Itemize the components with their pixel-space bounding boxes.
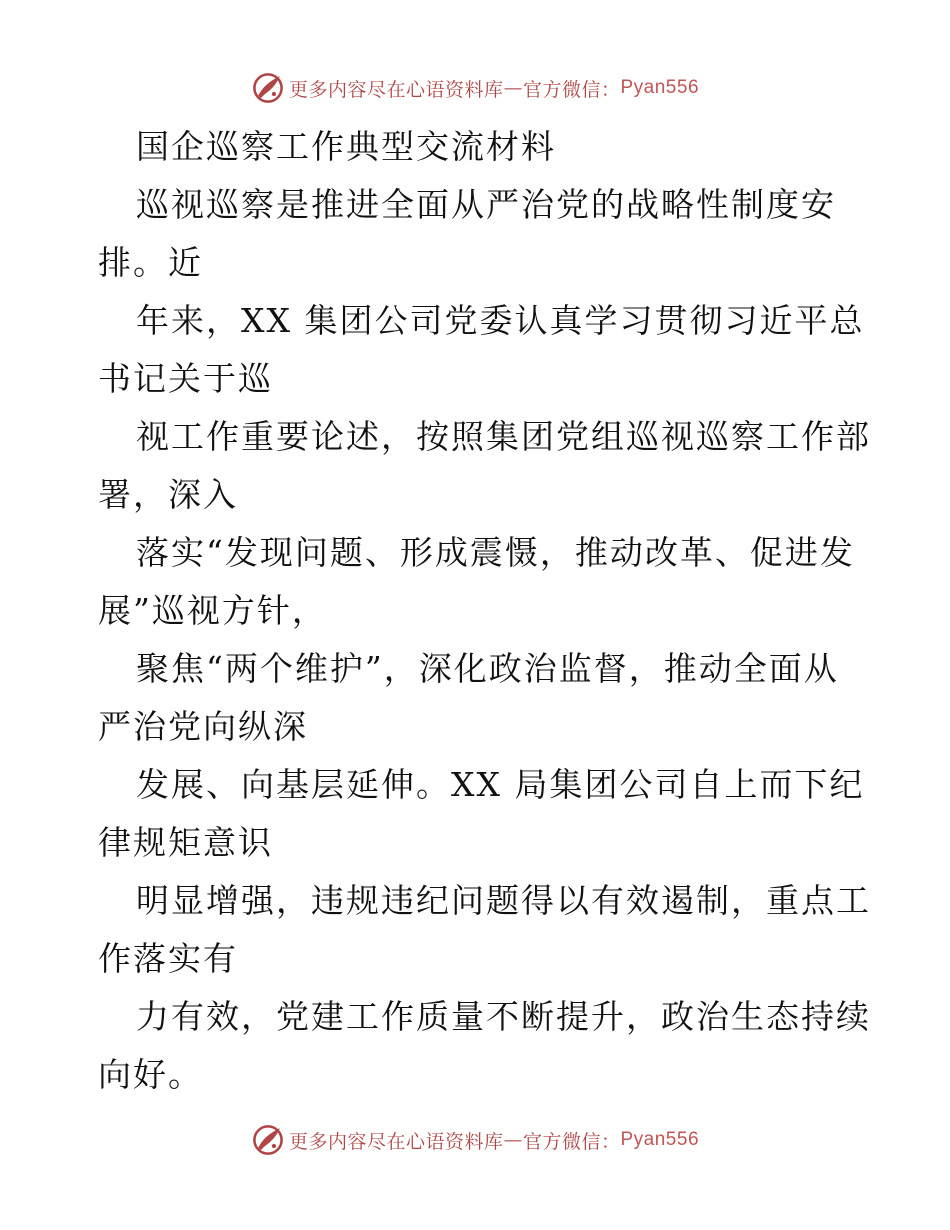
- watermark-contact-id: Pyan556: [620, 77, 700, 98]
- document-title: 国企巡察工作典型交流材料: [136, 127, 556, 166]
- paragraph-line: 展”巡视方针，: [98, 591, 327, 630]
- paragraph-line: 聚焦“两个维护”，深化政治监督，推动全面从: [136, 649, 839, 688]
- watermark-contact-id: Pyan556: [620, 1129, 700, 1150]
- paragraph-line: 向好。: [98, 1055, 203, 1094]
- paragraph-line: 落实“发现问题、形成震慑，推动改革、促进发: [136, 533, 855, 572]
- watermark-main-text: 更多内容尽在心语资料库: [288, 1130, 504, 1153]
- watermark-separator: —: [503, 1129, 523, 1151]
- paragraph-line: 严治党向纵深: [98, 707, 308, 746]
- paragraph-line: 年来，XX 集团公司党委认真学习贯彻习近平总: [136, 301, 865, 340]
- watermark-separator: —: [503, 77, 523, 99]
- footer-watermark: [0, 1120, 950, 1160]
- paragraph-line: 排。近: [98, 243, 203, 282]
- quill-pen-logo-icon: [251, 71, 285, 105]
- quill-pen-logo-icon: [251, 1123, 285, 1157]
- paragraph-line: 发展、向基层延伸。XX 局集团公司自上而下纪: [136, 765, 865, 804]
- document-body: [98, 118, 871, 1104]
- header-watermark: [0, 68, 950, 108]
- paragraph-line: 署，深入: [98, 475, 238, 514]
- watermark-main-text: 更多内容尽在心语资料库: [288, 78, 504, 101]
- paragraph-line: 力有效，党建工作质量不断提升，政治生态持续: [136, 997, 871, 1036]
- paragraph-line: 律规矩意识: [98, 823, 273, 862]
- paragraph-line: 作落实有: [98, 939, 238, 978]
- watermark-contact-label: 官方微信：: [522, 78, 621, 101]
- paragraph-line: 书记关于巡: [98, 359, 273, 398]
- paragraph-line: 巡视巡察是推进全面从严治党的战略性制度安: [136, 185, 836, 224]
- watermark-contact-label: 官方微信：: [522, 1130, 621, 1153]
- paragraph-line: 明显增强，违规违纪问题得以有效遏制，重点工: [136, 881, 871, 920]
- paragraph-line: 视工作重要论述，按照集团党组巡视巡察工作部: [136, 417, 871, 456]
